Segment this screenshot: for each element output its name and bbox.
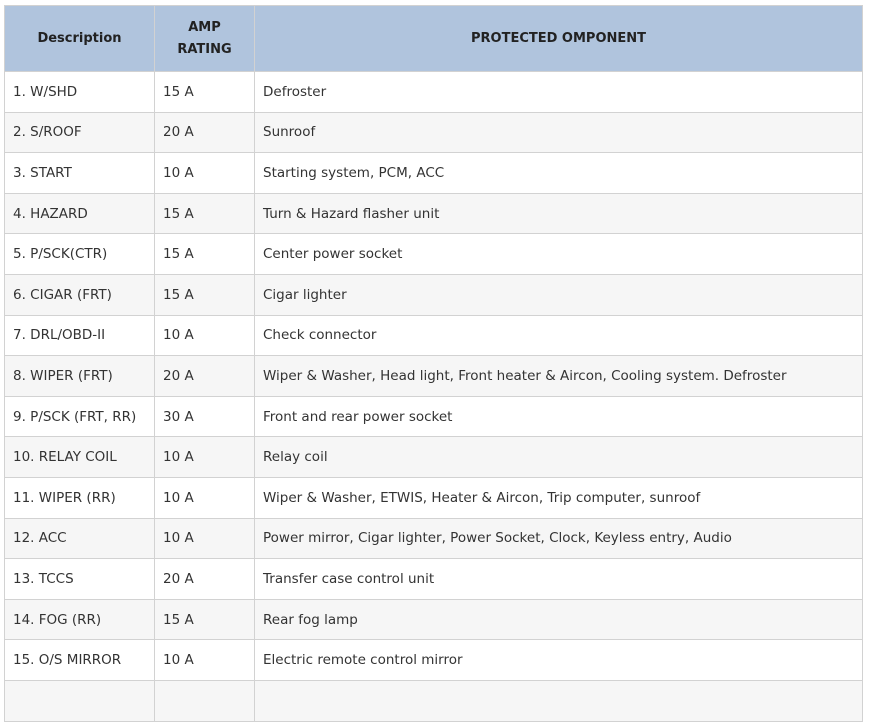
- cell-description: 14. FOG (RR): [5, 599, 155, 640]
- cell-description: 10. RELAY COIL: [5, 437, 155, 478]
- cell-amp-rating: 10 A: [155, 153, 255, 194]
- table-row: [5, 72, 863, 113]
- cell-amp-rating: 20 A: [155, 559, 255, 600]
- cell-protected-component: Electric remote control mirror: [255, 640, 863, 681]
- cell-protected-component: Wiper & Washer, Head light, Front heater & Aircon, Cooling system. Defroster: [255, 356, 863, 397]
- cell-description: 2. S/ROOF: [5, 112, 155, 153]
- cell-amp-rating: 20 A: [155, 112, 255, 153]
- cell-amp-rating: 10 A: [155, 315, 255, 356]
- table-row: [5, 477, 863, 518]
- cell-description: 5. P/SCK(CTR): [5, 234, 155, 275]
- cell-amp-rating: 15 A: [155, 234, 255, 275]
- cell-amp-rating: 20 A: [155, 356, 255, 397]
- table-row: [5, 234, 863, 275]
- cell-description: 12. ACC: [5, 518, 155, 559]
- table-row: [5, 193, 863, 234]
- cell-amp-rating: 10 A: [155, 437, 255, 478]
- table-row: [5, 680, 863, 721]
- cell-description: 7. DRL/OBD-II: [5, 315, 155, 356]
- cell-description: 9. P/SCK (FRT, RR): [5, 396, 155, 437]
- cell-amp-rating: 10 A: [155, 477, 255, 518]
- cell-description: 8. WIPER (FRT): [5, 356, 155, 397]
- cell-protected-component: Wiper & Washer, ETWIS, Heater & Aircon, Trip computer, sunroof: [255, 477, 863, 518]
- cell-protected-component: Transfer case control unit: [255, 559, 863, 600]
- cell-amp-rating: 15 A: [155, 599, 255, 640]
- table-row: [5, 518, 863, 559]
- cell-amp-rating: 10 A: [155, 518, 255, 559]
- cell-description: 11. WIPER (RR): [5, 477, 155, 518]
- cell-description: 3. START: [5, 153, 155, 194]
- cell-amp-rating: 15 A: [155, 72, 255, 113]
- cell-protected-component: Rear fog lamp: [255, 599, 863, 640]
- cell-description: 15. O/S MIRROR: [5, 640, 155, 681]
- table-row: [5, 274, 863, 315]
- cell-protected-component: Turn & Hazard flasher unit: [255, 193, 863, 234]
- cell-protected-component: Sunroof: [255, 112, 863, 153]
- cell-protected-component: Front and rear power socket: [255, 396, 863, 437]
- cell-description: 4. HAZARD: [5, 193, 155, 234]
- header-description: Description: [5, 6, 155, 72]
- cell-amp-rating: 15 A: [155, 193, 255, 234]
- table-row: [5, 153, 863, 194]
- header-amp-rating: [155, 6, 255, 72]
- table-row: [5, 640, 863, 681]
- table-row: [5, 559, 863, 600]
- header-amp-line1: AMP: [188, 19, 221, 35]
- cell-protected-component: Center power socket: [255, 234, 863, 275]
- header-protected-component: PROTECTED OMPONENT: [255, 6, 863, 72]
- header-row: [5, 6, 863, 72]
- cell-description: 6. CIGAR (FRT): [5, 274, 155, 315]
- table-header: [5, 6, 863, 72]
- table-row: [5, 437, 863, 478]
- cell-description: [5, 680, 155, 721]
- cell-description: 1. W/SHD: [5, 72, 155, 113]
- table-row: [5, 599, 863, 640]
- cell-amp-rating: 30 A: [155, 396, 255, 437]
- cell-protected-component: Defroster: [255, 72, 863, 113]
- table-body: [5, 72, 863, 722]
- table-row: [5, 112, 863, 153]
- cell-amp-rating: 10 A: [155, 640, 255, 681]
- cell-description: 13. TCCS: [5, 559, 155, 600]
- cell-amp-rating: 15 A: [155, 274, 255, 315]
- cell-amp-rating: [155, 680, 255, 721]
- cell-protected-component: Starting system, PCM, ACC: [255, 153, 863, 194]
- cell-protected-component: Check connector: [255, 315, 863, 356]
- cell-protected-component: Power mirror, Cigar lighter, Power Socket, Clock, Keyless entry, Audio: [255, 518, 863, 559]
- table-row: [5, 356, 863, 397]
- cell-protected-component: Relay coil: [255, 437, 863, 478]
- cell-protected-component: Cigar lighter: [255, 274, 863, 315]
- table-row: [5, 315, 863, 356]
- table-row: [5, 396, 863, 437]
- fuse-table: [4, 5, 863, 722]
- header-amp-line2: RATING: [177, 41, 232, 57]
- cell-protected-component: [255, 680, 863, 721]
